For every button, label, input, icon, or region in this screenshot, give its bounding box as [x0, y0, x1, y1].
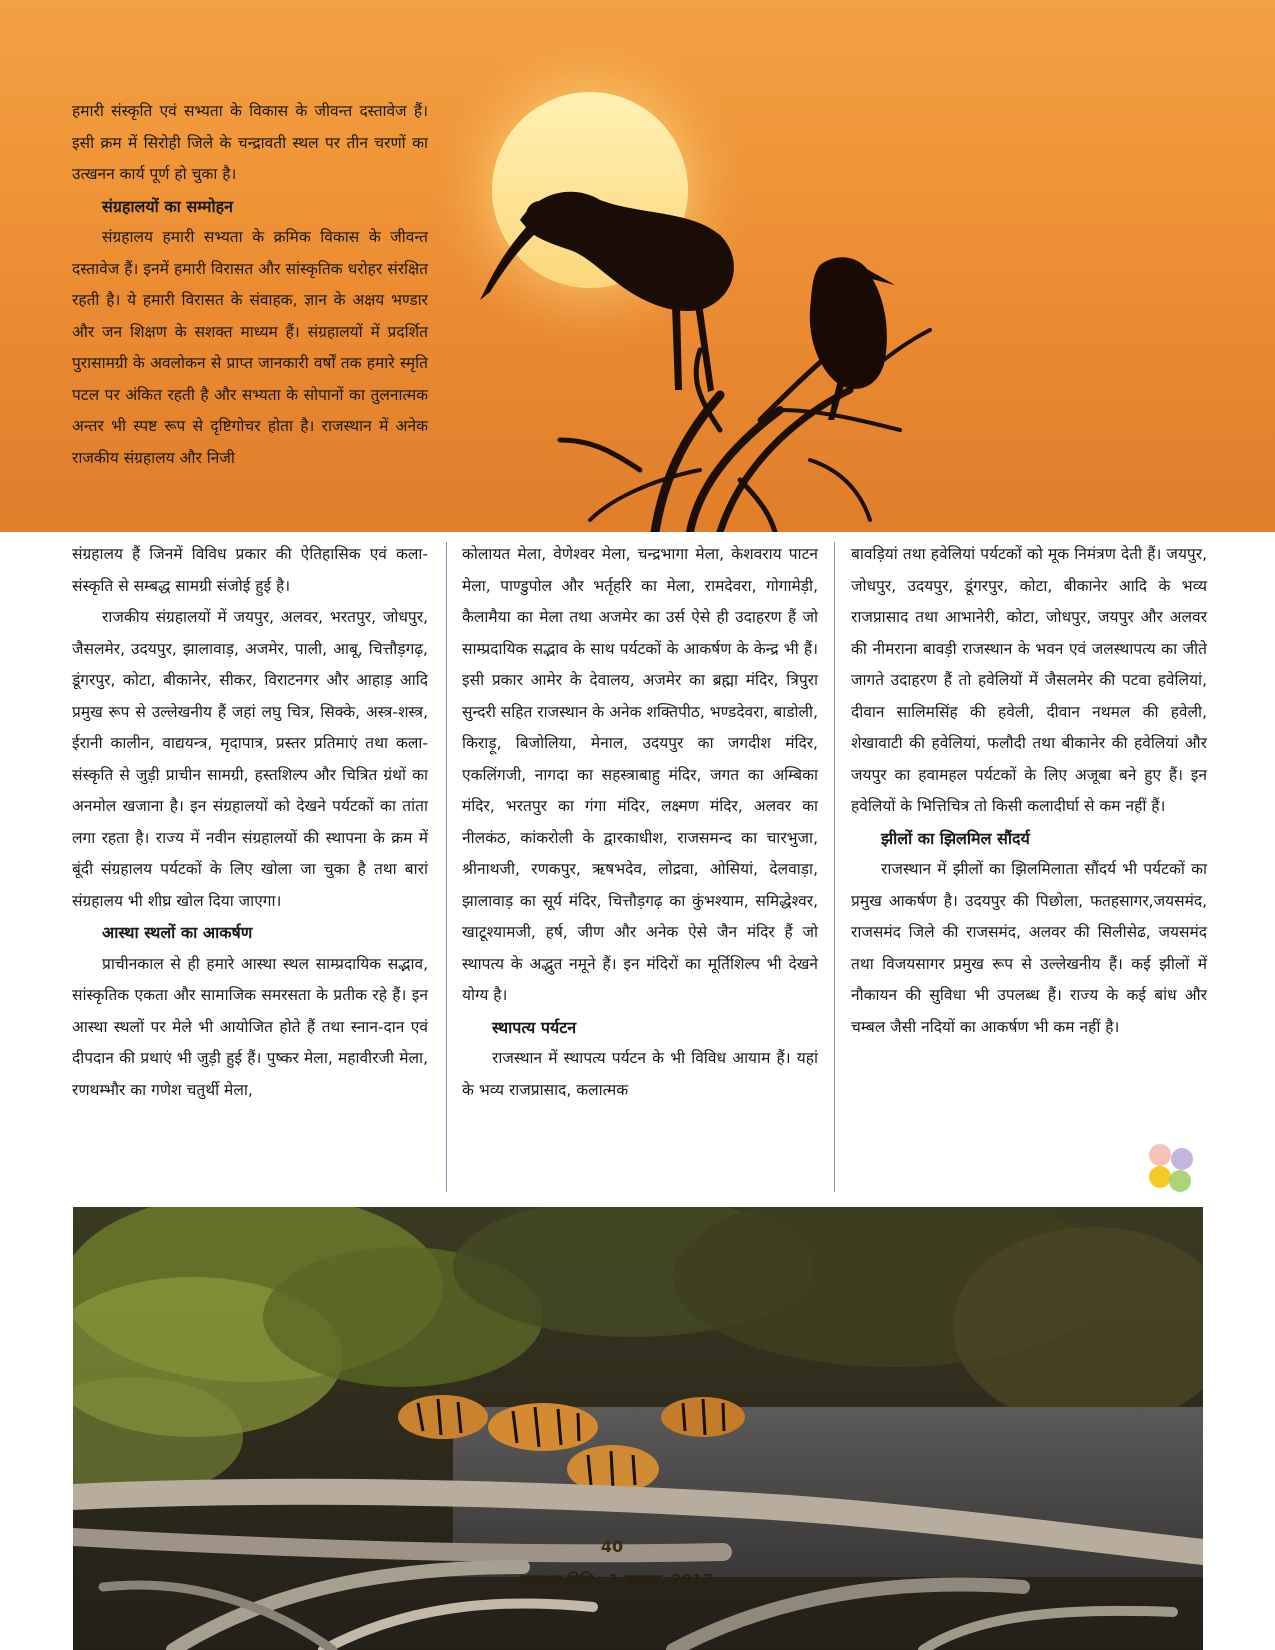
column-3 — [851, 539, 1207, 1043]
decorative-dots-icon — [1147, 1142, 1195, 1198]
museums-paragraph-2: राजकीय संग्रहालयों में जयपुर, अलवर, भरतपुर, जोधपुर, जैसलमेर, उदयपुर, झालावाड़, अजमेर, पाली, आबू, चित्तौड़गढ़, डूंगरपुर, कोटा, बीकानेर, सीकर, विराटनगर और आहाड़ आदि प्रमुख रूप से उल्लेखनीय हैं जहां लघु चित्र, सिक्के, अस्त्र-शस्त्र, ईरानी कालीन, वाद्ययन्त्र, मृदापात्र, प्रस्तर प्रतिमाएं तथा कला-संस्कृति से जुड़ी प्राचीन सामग्री, हस्तशिल्प और चित्रित ग्रंथों का अनमोल खजाना है। इन संग्रहालयों को देखने पर्यटकों का तांता लगा रहता है। राज्य में नवीन संग्रहालयों की स्थापना के क्रम में बूंदी संग्रहालय पर्यटकों के लिए खोला जा चुका है तथा बारां संग्रहालय भी शीघ्र खोल दिया जाएगा। — [72, 608, 428, 910]
column-rule-1 — [446, 542, 447, 1192]
museums-paragraph-1-continued: संग्रहालय हैं जिनमें विविध प्रकार की ऐतिहासिक एवं कला-संस्कृति से सम्बद्ध सामग्री संजोई हुई है। — [72, 545, 428, 595]
intro-paragraph: हमारी संस्कृति एवं सभ्यता के विकास के जीवन्त दस्तावेज हैं। इसी क्रम में सिरोही जिले के चन्द्रावती स्थल पर तीन चरणों का उत्खनन कार्य पूर्ण हो चुका है। — [72, 102, 428, 183]
section-heading-architecture: स्थापत्य पर्यटन — [492, 1017, 577, 1037]
architecture-paragraph-1: राजस्थान में स्थापत्य पर्यटन के भी विविध आयाम हैं। यहां के भव्य राजप्रासाद, कलात्मक — [462, 1049, 818, 1099]
column-1 — [72, 539, 428, 1106]
faith-paragraph-1-continued: कोलायत मेला, वेणेश्वर मेला, चन्द्रभागा मेला, केशवराय पाटन मेला, पाण्डुपोल और भर्तृहरि का मेला, रामदेवरा, गोगामेड़ी, कैलामैया का मेला तथा अजमेर का उर्स ऐसे ही उदाहरण हैं जो साम्प्रदायिक सद्भाव के साथ पर्यटकों के आकर्षण के केन्द्र भी हैं। इसी प्रकार आमेर के देवालय, अजमेर का ब्रह्मा मंदिर, त्रिपुरा सुन्दरी सहित राजस्थान के अनेक शक्तिपीठ, भण्डदेवरा, बाडोली, किराड़ू, बिजोलिया, मेनाल, उदयपुर का जगदीश मंदिर, एकलिंगजी, नागदा का सहस्त्राबाहु मंदिर, जगत का अम्बिका मंदिर, भरतपुर का गंगा मंदिर, लक्ष्मण मंदिर, अलवर का नीलकंठ, कांकरोली के द्वारकाधीश, राजसमन्द का चारभुजा, श्रीनाथजी, रणकपुर, ऋषभदेव, लोद्रवा, ओसियां, देलवाड़ा, झालावाड़ का सूर्य मंदिर, चित्तौड़गढ़ का कुंभश्याम, समिद्धेश्वर, खाटूश्यामजी, हर्ष, जीण और अनेक ऐसे जैन मंदिर हैं जो स्थापत्य के अद्भुत नमूने हैं। इन मंदिरों का मूर्तिशिल्प भी देखने योग्य है। — [462, 545, 819, 1004]
intro-column — [72, 96, 428, 474]
column-rule-2 — [834, 542, 835, 1192]
section-heading-lakes: झीलों का झिलमिल सौंदर्य — [881, 828, 1030, 848]
page-number: 40 — [600, 1537, 624, 1556]
cormorant-silhouette — [810, 257, 895, 420]
faith-paragraph-1: प्राचीनकाल से ही हमारे आस्था स्थल साम्प्रदायिक सद्भाव, सांस्कृतिक एकता और सामाजिक समरसता के प्रतीक रहे हैं। इन आस्था स्थलों पर मेले भी आयोजित होते हैं तथा स्नान-दान एवं दीपदान की प्रथाएं भी जुड़ी हुई हैं। पुष्कर मेला, महावीरजी मेला, रणथम्भौर का गणेश चतुर्थी मेला, — [72, 954, 428, 1099]
section-heading-museums: संग्रहालयों का सम्मोहन — [102, 196, 234, 216]
section-heading-faith: आस्था स्थलों का आकर्षण — [102, 923, 253, 942]
sunset-banner — [0, 0, 1275, 532]
lakes-paragraph-1: राजस्थान में झीलों का झिलमिलाता सौंदर्य भी पर्यटकों का प्रमुख आकर्षण है। उदयपुर की पिछोला, फतहसागर,जयसमंद, राजसमंद जिले की राजसमंद, अलवर की सिलीसेढ, जयसमंद तथा विजयसागर प्रमुख रूप से उल्लेखनीय हैं। कई झीलों में नौकायन की सुविधा भी उपलब्ध हैं। राज्य के कई बांध और चम्बल जैसी नदियों का आकर्षण भी कम नहीं है। — [851, 860, 1207, 1036]
architecture-paragraph-1-continued: बावड़ियां तथा हवेलियां पर्यटकों को मूक निमंत्रण देती हैं। जयपुर, जोधपुर, उदयपुर, डूंगरपुर, कोटा, बीकानेर आदि के भव्य राजप्रासाद तथा आभानेरी, कोटा, जोधपुर, जयपुर और अलवर की नीमराना बावड़ी राजस्थान के भवन एवं जलस्थापत्य का जीते जागते उदाहरण हैं तो हवेलियों में जैसलमेर की पटवा हवेलियां, दीवान सालिमसिंह की हवेली, दीवान नथमल की हवेली, शेखावाटी की हवेलियां, फलौदी तथा बीकानेर की हवेलियां और जयपुर का हवामहल पर्यटकों के लिए अजूबा बने हुए हैं। इन हवेलियों के भित्तिचित्र तो किसी कलादीर्घा से कम नहीं हैं। — [851, 545, 1207, 815]
column-2 — [462, 539, 818, 1106]
publication-date: प्रकाशन तिथि : 1 नवम्बर, 2017 — [517, 1571, 713, 1589]
museums-paragraph-1: संग्रहालय हमारी सभ्यता के क्रमिक विकास के जीवन्त दस्तावेज हैं। इनमें हमारी विरासत और सांस्कृतिक धरोहर संरक्षित रहती है। ये हमारी विरासत के संवाहक, ज्ञान के अक्षय भण्डार और जन शिक्षण के सशक्त माध्यम हैं। संग्रहालयों में प्रदर्शित पुरासामग्री के अवलोकन से प्राप्त जानकारी वर्षों तक हमारे स्मृति पटल पर अंकित रहती है और सभ्यता के सोपानों का तुलनात्मक अन्तर भी स्पष्ट रूप से दृष्टिगोचर होता है। राजस्थान में अनेक राजकीय संग्रहालय और निजी — [72, 228, 428, 467]
